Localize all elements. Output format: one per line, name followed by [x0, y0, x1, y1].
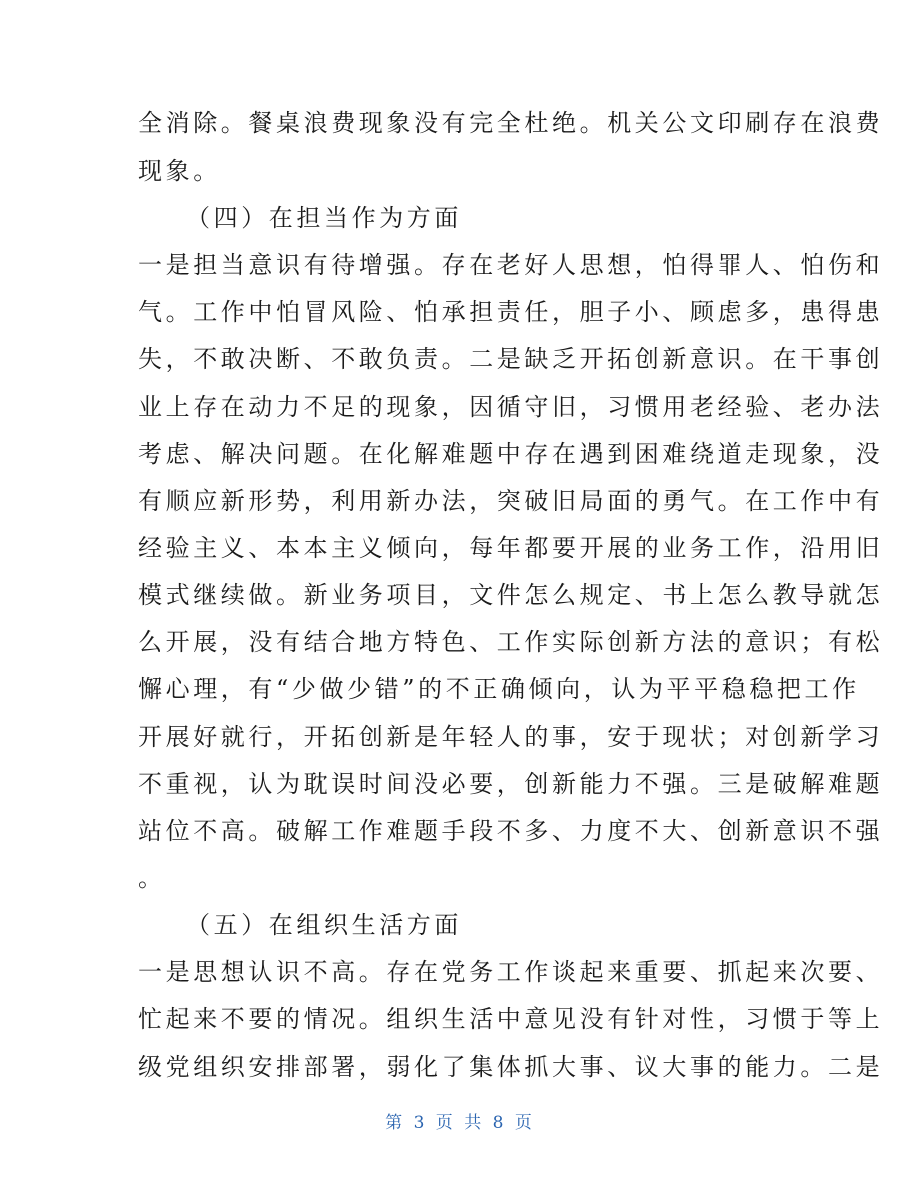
section-heading: （四）在担当作为方面	[186, 204, 462, 232]
paragraph-line: 一是担当意识有待增强。存在老好人思想，怕得罪人、怕伤和	[138, 251, 884, 279]
paragraph-line: 。	[138, 864, 166, 892]
paragraph-line: 开展好就行，开拓创新是年轻人的事，安于现状；对创新学习	[138, 723, 884, 751]
paragraph-line: 不重视，认为耽误时间没必要，创新能力不强。三是破解难题	[138, 770, 884, 798]
paragraph-line: 失，不敢决断、不敢负责。二是缺乏开拓创新意识。在干事创	[138, 345, 884, 373]
paragraph-line: 模式继续做。新业务项目，文件怎么规定、书上怎么教导就怎	[138, 581, 884, 609]
paragraph-line: 懈心理，有“少做少错”的不正确倾向，认为平平稳稳把工作	[138, 675, 860, 703]
paragraph-line: 有顺应新形势，利用新办法，突破旧局面的勇气。在工作中有	[138, 487, 884, 515]
paragraph-line: 级党组织安排部署，弱化了集体抓大事、议大事的能力。二是	[138, 1053, 884, 1081]
paragraph-line: 全消除。餐桌浪费现象没有完全杜绝。机关公文印刷存在浪费	[138, 109, 884, 137]
paragraph-line: 考虑、解决问题。在化解难题中存在遇到困难绕道走现象，没	[138, 440, 884, 468]
section-heading: （五）在组织生活方面	[186, 911, 462, 939]
paragraph-line: 气。工作中怕冒风险、怕承担责任，胆子小、顾虑多，患得患	[138, 298, 884, 326]
paragraph-line: 现象。	[138, 157, 221, 185]
paragraph-line: 站位不高。破解工作难题手段不多、力度不大、创新意识不强	[138, 817, 884, 845]
paragraph-line: 业上存在动力不足的现象，因循守旧，习惯用老经验、老办法	[138, 393, 884, 421]
paragraph-line: 一是思想认识不高。存在党务工作谈起来重要、抓起来次要、	[138, 958, 884, 986]
paragraph-line: 么开展，没有结合地方特色、工作实际创新方法的意识；有松	[138, 628, 884, 656]
page-number-footer: 第 3 页 共 8 页	[385, 1113, 535, 1133]
paragraph-line: 经验主义、本本主义倾向，每年都要开展的业务工作，沿用旧	[138, 534, 884, 562]
paragraph-line: 忙起来不要的情况。组织生活中意见没有针对性，习惯于等上	[138, 1005, 884, 1033]
